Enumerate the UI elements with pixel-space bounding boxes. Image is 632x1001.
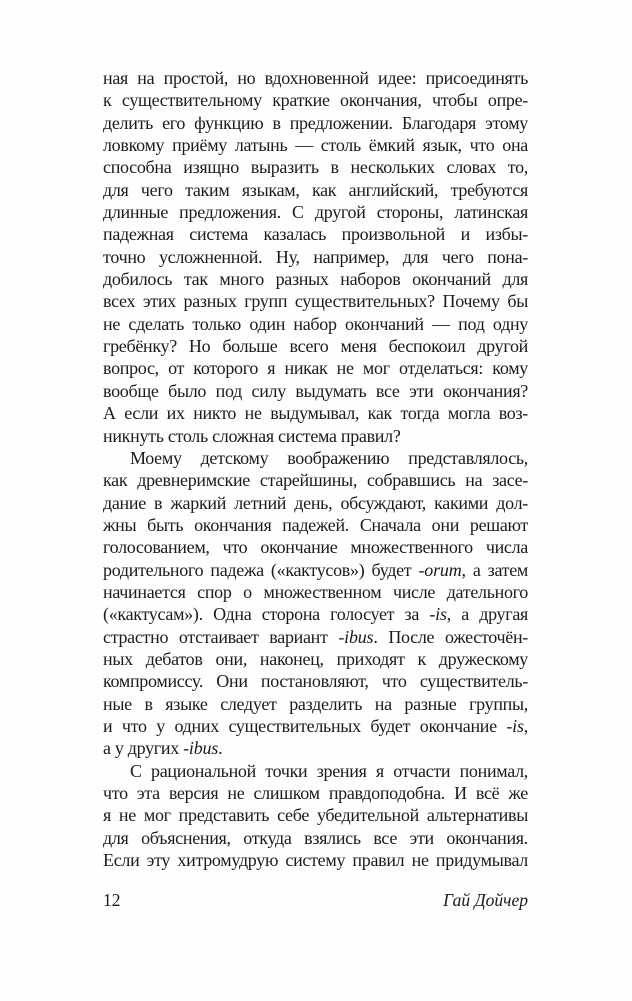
text-line: всех этих разных групп существительных? Почему бы — [103, 291, 528, 312]
text-line: компромиссу. Они постановляют, что существитель- — [103, 671, 528, 692]
text-line: к существительному краткие окончания, чтобы опре- — [103, 90, 528, 111]
latin-case-ending-italic: -is — [429, 604, 447, 625]
text-block — [103, 67, 528, 871]
text-line: не сделать только один набор окончаний — под одну — [103, 313, 528, 334]
text-line: для чего таким языкам, как английский, требуются — [103, 179, 528, 200]
text-line: голосованием, что окончание множественного числа — [103, 537, 528, 558]
text-line: я не мог представить себе убедительной альтернативы — [103, 805, 528, 826]
text-line: для объяснения, откуда взялись все эти окончания. — [103, 827, 528, 848]
text-line: Если эту хитромудрую систему правил не придумывал — [103, 850, 528, 871]
text-line: вообще было под силу выдумать все эти окончания? — [103, 380, 528, 401]
text-line: способна изящно выразить в нескольких словах то, — [103, 157, 528, 178]
text-line: начинается спор о множественном числе дательного — [103, 581, 528, 602]
text-line: добилось так много разных наборов окончаний для — [103, 269, 528, 290]
text-line: ловкому приёму латынь — столь ёмкий язык, что она — [103, 135, 528, 156]
page-number: 12 — [103, 890, 121, 910]
running-header-author: Гай Дойчер — [443, 890, 528, 910]
text-line: ная на простой, но вдохновенной идее: присоединять — [103, 68, 528, 88]
text-line: дание в жаркий летний день, обсуждают, какими дол- — [103, 492, 528, 513]
latin-case-ending-italic: -orum — [418, 559, 462, 580]
text-line: страстно отстаивает вариант -ibus. После ожесточён- — [103, 626, 528, 647]
text-line: и что у одних существительных будет окончание -is, — [103, 715, 528, 736]
text-line: длинные предложения. С другой стороны, латинская — [103, 202, 528, 223]
text-line: как древнеримские старейшины, собравшись на засе- — [103, 470, 528, 491]
text-line: вопрос, от которого я никак не мог отделаться: кому — [103, 358, 528, 379]
text-line: ных дебатов они, наконец, приходят к дружескому — [103, 648, 528, 669]
text-line: точно усложненной. Ну, например, для чего пона- — [103, 246, 528, 267]
text-line: жны быть окончания падежей. Сначала они решают — [103, 514, 528, 535]
text-line: родительного падежа («кактусов») будет -orum, а затем — [103, 559, 529, 580]
page-footer — [103, 889, 528, 911]
text-line: падежная система казалась произвольной и избы- — [103, 224, 528, 245]
text-line: Моему детскому воображению представлялось, — [130, 447, 528, 468]
latin-case-ending-italic: -ibus — [183, 738, 219, 759]
text-line: ные в языке следует разделить на разные группы, — [103, 693, 528, 714]
latin-case-ending-italic: -is — [506, 715, 524, 736]
text-line: («кактусам»). Одна сторона голосует за -is, а другая — [103, 604, 529, 625]
latin-case-ending-italic: -ibus — [338, 626, 374, 647]
text-line: а у других -ibus. — [103, 738, 223, 759]
text-line: А если их никто не выдумывал, как тогда могла воз- — [103, 403, 528, 424]
text-line: никнуть столь сложная система правил? — [103, 425, 401, 446]
text-line: С рациональной точки зрения я отчасти понимал, — [130, 760, 528, 781]
text-line: делить его функцию в предложении. Благодаря этому — [103, 112, 528, 133]
text-line: гребёнку? Но больше всего меня беспокоил другой — [103, 336, 528, 357]
text-line: что эта версия не слишком правдоподобна. И всё же — [103, 783, 528, 803]
